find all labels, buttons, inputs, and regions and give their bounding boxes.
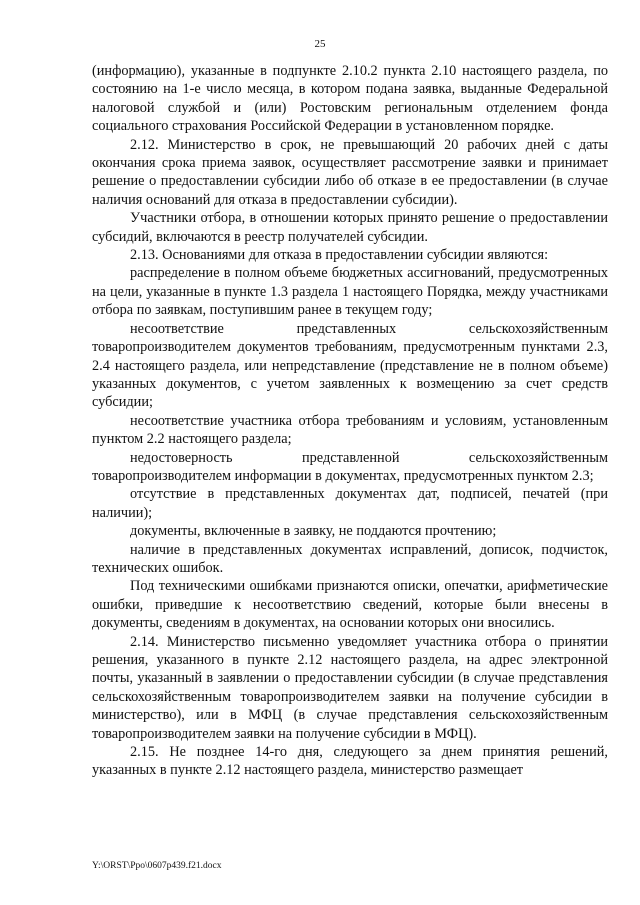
file-path-footer: Y:\ORST\Ppo\0607p439.f21.docx xyxy=(92,861,222,871)
paragraph: несоответствие участника отбора требованиям и условиям, установленным пунктом 2.2 настоящего раздела; xyxy=(92,412,608,448)
document-body xyxy=(92,62,608,780)
paragraph: Под техническими ошибками признаются описки, опечатки, арифметические ошибки, приведшие к несоответствию сведений, которые были внесены в документы, сведениям в документах, на основании которых они вносились. xyxy=(92,578,608,632)
paragraph: 2.14. Министерство письменно уведомляет участника отбора о принятии решения, указанного в пункте 2.12 настоящего раздела, на адрес электронной почты, указанный в заявлении о предоставлении субсидии (в случае представления сельскохозяйственным товаропроизводителем заявки на получение субсидии в министерство), или в МФЦ (в случае представления сельскохозяйственным товаропроизводителем заявки на получение субсидии в МФЦ). xyxy=(92,633,608,742)
paragraph: несоответствие представленных сельскохозяйственным товаропроизводителем документов требованиям, предусмотренным пунктами 2.3, 2.4 настоящего раздела, или непредставление (представление не в полном объеме) указанных документов, с учетом заявленных к возмещению за счет средств субсидии; xyxy=(92,320,608,411)
paragraph: наличие в представленных документах исправлений, дописок, подчисток, технических ошибок. xyxy=(92,541,608,576)
paragraph: документы, включенные в заявку, не поддаются прочтению; xyxy=(130,523,497,540)
paragraph: Участники отбора, в отношении которых принято решение о предоставлении субсидий, включаются в реестр получателей субсидии. xyxy=(92,210,608,245)
page-number: 25 xyxy=(314,38,326,50)
paragraph: распределение в полном объеме бюджетных ассигнований, предусмотренных на цели, указанные в пункте 1.3 раздела 1 настоящего Порядка, между участниками отбора по заявкам, поступившим ранее в текущем году; xyxy=(92,265,608,319)
paragraph: 2.13. Основаниями для отказа в предоставлении субсидии являются: xyxy=(130,247,549,264)
paragraph: недостоверность представленной сельскохозяйственным товаропроизводителем информации в документах, предусмотренных пунктом 2.3; xyxy=(92,449,608,484)
paragraph: 2.15. Не позднее 14-го дня, следующего за днем принятия решений, указанных в пункте 2.12 настоящего раздела, министерство размещает xyxy=(92,744,608,779)
paragraph: 2.12. Министерство в срок, не превышающий 20 рабочих дней с даты окончания срока приема заявок, осуществляет рассмотрение заявки и принимает решение о предоставлении субсидии либо об отказе в ее предоставлении (в случае наличия оснований для отказа в предоставлении субсидии). xyxy=(92,136,608,208)
paragraph: (информацию), указанные в подпункте 2.10.2 пункта 2.10 настоящего раздела, по состоянию на 1-е число месяца, в котором подана заявка, выданные Федеральной налоговой службой и (или) Ростовским региональным отделением фонда социального страхования Российской Федерации в установленном порядке. xyxy=(92,63,608,135)
paragraph: отсутствие в представленных документах дат, подписей, печатей (при наличии); xyxy=(92,486,608,521)
